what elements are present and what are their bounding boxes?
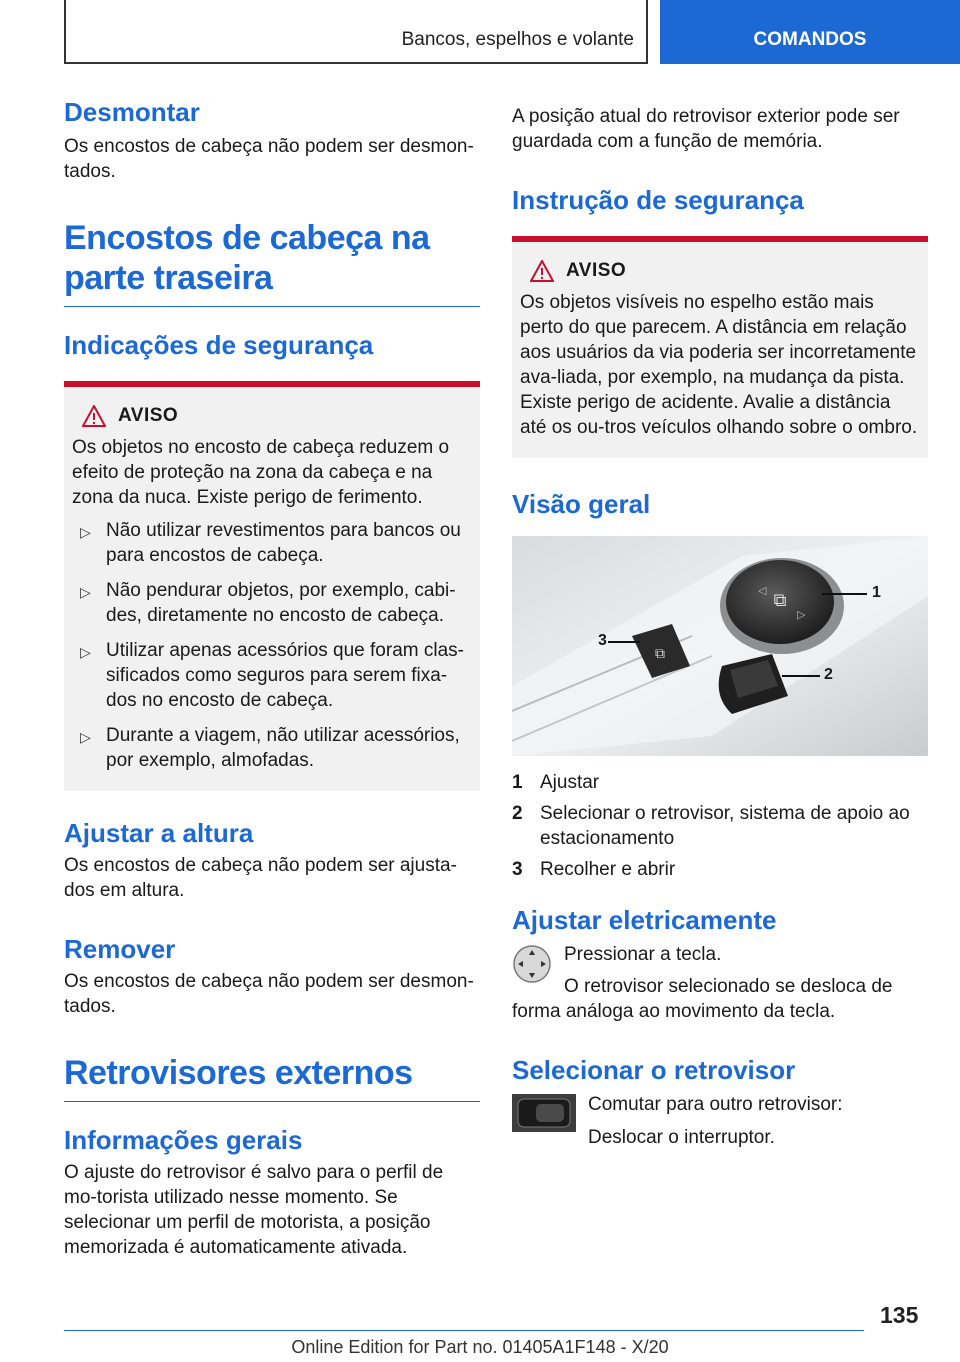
triangle-bullet-icon: ▷ [80,584,91,600]
heading-retrovisores: Retrovisores externos [64,1054,413,1092]
list-item: ▷ Não utilizar revestimentos para bancos ou para encostos de cabeça. [80,520,461,566]
triangle-bullet-icon: ▷ [80,524,91,540]
aviso-block-right [512,236,928,458]
heading-selecionar-retrovisor: Selecionar o retrovisor [512,1055,796,1085]
heading-retrovisores-wrap [64,1053,480,1102]
heading-encostos-traseira: Encostos de cabeça na parte traseira [64,219,430,297]
heading-desmontar: Desmontar [64,97,200,127]
heading-visao-geral: Visão geral [512,489,651,519]
photo-legend [512,770,928,882]
aviso-block-left [64,381,480,791]
heading-encostos-wrap [64,218,480,307]
heading-remover: Remover [64,934,176,964]
list-item: 3 Recolher e abrir [512,859,676,880]
list-item: ▷ Durante a viagem, não utilizar acessórios, por exemplo, almofadas. [80,725,460,771]
svg-text:▷: ▷ [797,608,806,621]
aviso-label: AVISO [566,260,627,281]
selecionar-text-2: Deslocar o interruptor. [588,1127,775,1148]
callout-1: 1 [872,584,881,601]
aviso-text: Os objetos visíveis no espelho estão mais perto do que parecem. A distância em relação aos usuários da via poderia ser incorretamente ava-liada, por exemplo, na mudança da pista. Existe perigo de acidente. Avalie a distância até os ou-tros veículos olhando sobre o ombro. [520,292,918,438]
desmontar-text: Os encostos de cabeça não podem ser desmon-tados. [64,136,474,182]
list-item: ▷ Utilizar apenas acessórios que foram clas-sificados como seguros para serem fixa-dos no encosto de cabeça. [80,640,464,711]
triangle-bullet-icon: ▷ [80,729,91,745]
ajustar-text: Os encostos de cabeça não podem ser ajusta-dos em altura. [64,855,457,901]
warning-triangle-icon [530,260,554,282]
selecionar-text-1: Comutar para outro retrovisor: [588,1094,843,1115]
svg-text:◁: ◁ [758,584,767,597]
list-item: 1 Ajustar [512,772,600,793]
callout-3: 3 [598,632,607,649]
page-number: 135 [880,1302,919,1328]
tab-comandos[interactable] [660,0,960,64]
selecionar-block [512,1092,928,1150]
heading-ajustar-eletricamente: Ajustar eletricamente [512,905,777,935]
mirror-selector-switch-icon [512,1094,576,1132]
triangle-bullet-icon: ▷ [80,644,91,660]
list-item: ▷ Não pendurar objetos, por exemplo, cabi-des, diretamente no encosto de cabeça. [80,580,456,626]
aviso-bullet-list [72,518,472,773]
left-column [64,96,480,1260]
svg-text:⧉: ⧉ [773,590,787,611]
warning-triangle-icon [82,405,106,427]
tab-label: COMANDOS [753,29,867,50]
footer-divider [64,1330,864,1331]
four-way-switch-icon [512,944,552,984]
svg-text:⧉: ⧉ [655,646,665,662]
aviso-text: Os objetos no encosto de cabeça reduzem o efeito de proteção na zona da cabeça e na zona da nuca. Existe perigo de ferimento. [72,437,450,508]
list-item: 2 Selecionar o retrovisor, sistema de apoio ao estacionamento [512,803,910,849]
aviso-box [512,242,928,458]
remover-text: Os encostos de cabeça não podem ser desmon-tados. [64,971,474,1017]
heading-instrucao: Instrução de segurança [512,185,804,215]
heading-indicacoes: Indicações de segurança [64,330,374,360]
informacoes-text: O ajuste do retrovisor é salvo para o perfil de mo-torista utilizado nesse momento. Se selecionar um perfil de motorista, a posição memorizada é automaticamente ativada. [64,1162,444,1258]
mirror-controls-photo [512,536,928,756]
aviso-header [82,405,472,427]
heading-ajustar-altura: Ajustar a altura [64,818,254,848]
section-title: Bancos, espelhos e volante [401,29,634,50]
memory-intro-text: A posição atual do retrovisor exterior pode ser guardada com a função de memória. [512,106,900,152]
footer-edition-text: Online Edition for Part no. 01405A1F148 - X/20 [291,1337,669,1357]
heading-informacoes: Informações gerais [64,1125,303,1155]
eletric-block [512,942,928,1024]
right-column [512,96,928,1150]
callout-2: 2 [824,666,833,683]
eletric-text-2a: O retrovisor selecionado se desloca de forma análoga ao movimento da tecla. [512,976,893,1022]
aviso-label: AVISO [118,405,179,426]
eletric-text-1: Pressionar a tecla. [564,944,722,965]
aviso-box [64,387,480,791]
aviso-header [530,260,920,282]
